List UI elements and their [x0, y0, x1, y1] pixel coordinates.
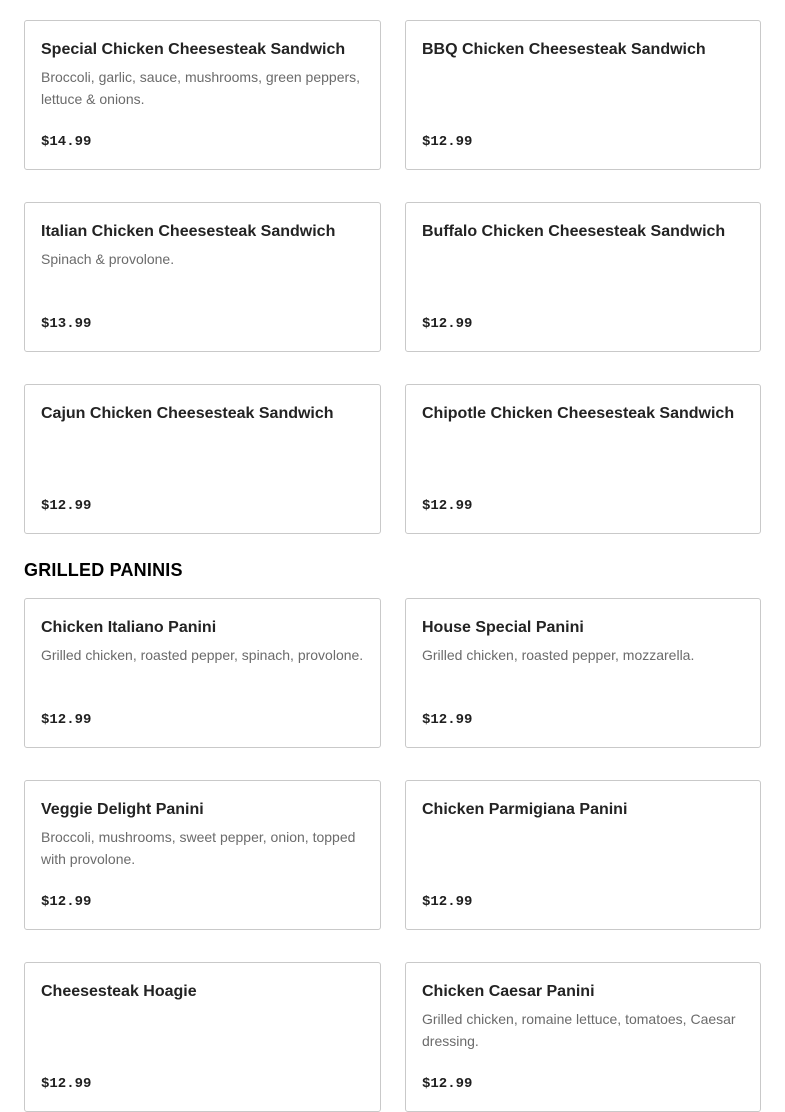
- menu-item-card[interactable]: [405, 20, 761, 170]
- menu-item-description: Spinach & provolone.: [41, 251, 175, 267]
- menu-item-card[interactable]: [24, 384, 381, 534]
- menu-item-price: $12.99: [41, 712, 92, 728]
- menu-item-name: Chicken Parmigiana Panini: [422, 801, 628, 818]
- menu-item-description: Broccoli, mushrooms, sweet pepper, onion, topped with provolone.: [41, 829, 356, 867]
- menu-item-card[interactable]: [24, 962, 381, 1112]
- menu-item-name: Chicken Italiano Panini: [41, 619, 217, 636]
- menu-item-price: $12.99: [422, 712, 473, 728]
- menu-item-card[interactable]: [405, 962, 761, 1112]
- menu-item-price: $12.99: [422, 134, 473, 150]
- menu-item-name: Cajun Chicken Cheesesteak Sandwich: [41, 405, 334, 422]
- menu-item-price: $12.99: [41, 498, 92, 514]
- menu-item-card[interactable]: [405, 202, 761, 352]
- menu-item-name: Buffalo Chicken Cheesesteak Sandwich: [422, 223, 726, 240]
- menu-item-price: $14.99: [41, 134, 92, 150]
- menu-item-description: Grilled chicken, romaine lettuce, tomatoes, Caesar dressing.: [422, 1011, 736, 1049]
- menu-item-price: $13.99: [41, 316, 92, 332]
- section-title-grilled-paninis: GRILLED PANINIS: [24, 560, 183, 580]
- grilled-paninis-grid: [24, 598, 761, 1112]
- menu-item-name: House Special Panini: [422, 619, 584, 636]
- menu-item-price: $12.99: [422, 894, 473, 910]
- menu-item-card[interactable]: [405, 598, 761, 748]
- menu-item-card[interactable]: [24, 780, 381, 930]
- menu-item-name: BBQ Chicken Cheesesteak Sandwich: [422, 41, 706, 58]
- menu-item-description: Broccoli, garlic, sauce, mushrooms, green peppers, lettuce & onions.: [41, 69, 361, 107]
- menu-item-name: Special Chicken Cheesesteak Sandwich: [41, 41, 346, 58]
- menu-item-card[interactable]: [405, 384, 761, 534]
- menu-item-card[interactable]: [24, 202, 381, 352]
- menu-item-name: Chipotle Chicken Cheesesteak Sandwich: [422, 405, 735, 422]
- menu-item-price: $12.99: [41, 1076, 92, 1092]
- menu-item-card[interactable]: [405, 780, 761, 930]
- menu-item-price: $12.99: [422, 1076, 473, 1092]
- menu-item-card[interactable]: [24, 598, 381, 748]
- menu-item-name: Cheesesteak Hoagie: [41, 983, 197, 1000]
- menu-item-card[interactable]: [24, 20, 381, 170]
- menu-item-price: $12.99: [422, 316, 473, 332]
- menu-item-description: Grilled chicken, roasted pepper, mozzarella.: [422, 647, 695, 663]
- cheesesteak-items-grid: [24, 20, 761, 534]
- menu-item-name: Chicken Caesar Panini: [422, 983, 595, 1000]
- menu-item-name: Italian Chicken Cheesesteak Sandwich: [41, 223, 336, 240]
- menu-item-price: $12.99: [41, 894, 92, 910]
- menu-item-price: $12.99: [422, 498, 473, 514]
- menu-item-description: Grilled chicken, roasted pepper, spinach, provolone.: [41, 647, 364, 663]
- menu-item-name: Veggie Delight Panini: [41, 801, 204, 818]
